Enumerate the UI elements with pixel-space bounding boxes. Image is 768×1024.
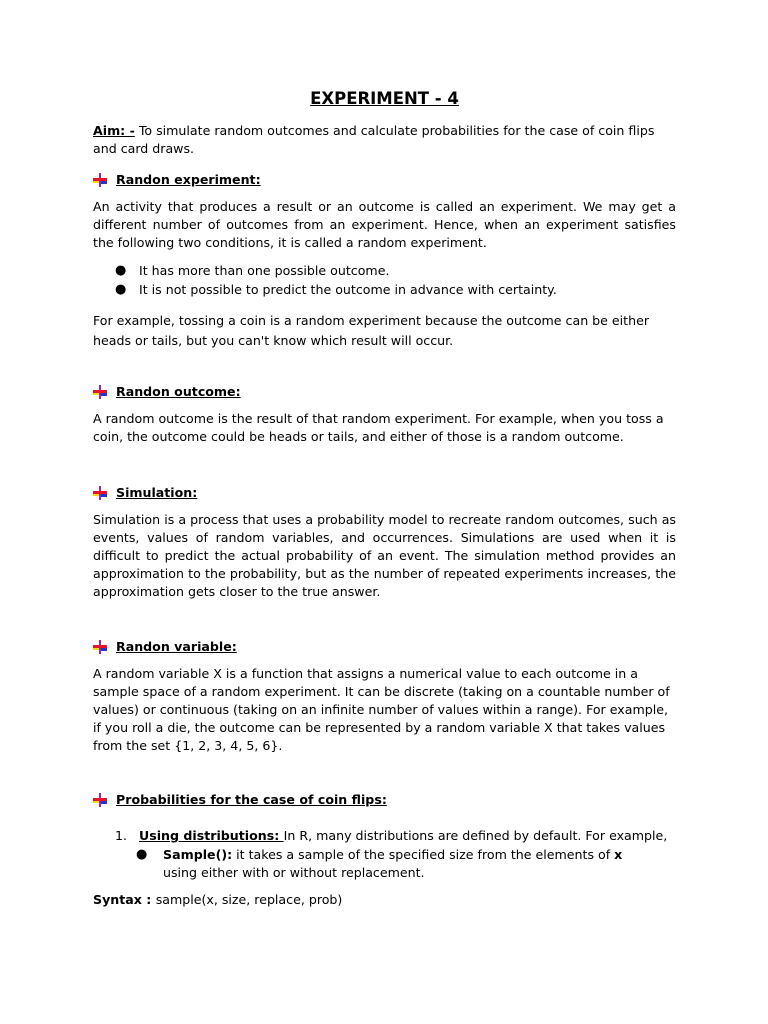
list-item-text: It has more than one possible outcome. [139, 263, 390, 278]
sample-function-label: Sample(): [163, 847, 233, 862]
list-number: 1. [115, 828, 128, 843]
using-distributions-label: Using distributions: [139, 828, 284, 843]
random-outcome-paragraph: A random outcome is the result of that random experiment. For example, when you toss a coin, the outcome could be heads or tails, and either of those is a random outcome. [93, 411, 664, 444]
bullet-icon: ● [115, 263, 127, 278]
syntax-line [93, 891, 342, 909]
section-heading-label: Randon experiment: [116, 172, 261, 187]
flag-bullet-icon [93, 640, 107, 654]
page-title: EXPERIMENT - 4 [310, 89, 459, 108]
section-heading-simulation [93, 484, 676, 502]
sample-description [163, 846, 643, 882]
section-heading-label: Probabilities for the case of coin flips: [116, 792, 387, 807]
section-heading-random-outcome [93, 383, 676, 401]
sample-bold-x: x [614, 847, 623, 862]
bullet-icon: ● [115, 282, 127, 297]
random-variable-paragraph: A random variable X is a function that assigns a numerical value to each outcome in a sample space of a random experiment. It can be discrete (taking on a countable number of values) or continuous (taking on an infinite number of values within a range). For example, if you roll a die, the outcome can be represented by a random variable X that takes values from the set {1, 2, 3, 4, 5, 6}. [93, 666, 670, 753]
using-distributions-text: In R, many distributions are defined by default. For example, [283, 828, 668, 843]
aim-label: Aim: - [93, 123, 135, 138]
section-heading-coin-flips [93, 791, 676, 809]
simulation-paragraph: Simulation is a process that uses a probability model to recreate random outcomes, such as events, values of random variables, and occurrences. Simulations are used when it is difficult to predict the actual probability of an event. The simulation method provides an approximation to the probability, but as the number of repeated experiments increases, the approximation gets closer to the true answer. [93, 512, 676, 599]
aim-text: To simulate random outcomes and calculate probabilities for the case of coin flips and card draws. [93, 123, 655, 156]
syntax-text: sample(x, size, replace, prob) [155, 892, 343, 907]
random-experiment-example: For example, tossing a coin is a random experiment because the outcome can be either heads or tails, but you can't know which result will occur. [93, 313, 650, 348]
flag-bullet-icon [93, 486, 107, 500]
aim-paragraph [93, 122, 676, 158]
list-item-text: It is not possible to predict the outcome in advance with certainty. [139, 282, 557, 297]
sample-text-part1: it takes a sample of the specified size from the elements of [232, 847, 615, 862]
section-heading-label: Simulation: [116, 485, 198, 500]
section-heading-label: Randon variable: [116, 639, 237, 654]
flag-bullet-icon [93, 173, 107, 187]
sample-text-part2: using either with or without replacement. [163, 865, 425, 880]
section-heading-random-experiment [93, 171, 676, 189]
section-heading-label: Randon outcome: [116, 384, 241, 399]
section-heading-random-variable [93, 638, 676, 656]
flag-bullet-icon [93, 385, 107, 399]
flag-bullet-icon [93, 793, 107, 807]
syntax-label: Syntax : [93, 892, 156, 907]
numbered-item-text [139, 827, 667, 845]
random-experiment-paragraph: An activity that produces a result or an outcome is called an experiment. We may get a different number of outcomes from an experiment. Hence, when an experiment satisfies the following two conditions, it is called a random experiment. [93, 199, 676, 250]
bullet-icon: ● [136, 847, 148, 862]
